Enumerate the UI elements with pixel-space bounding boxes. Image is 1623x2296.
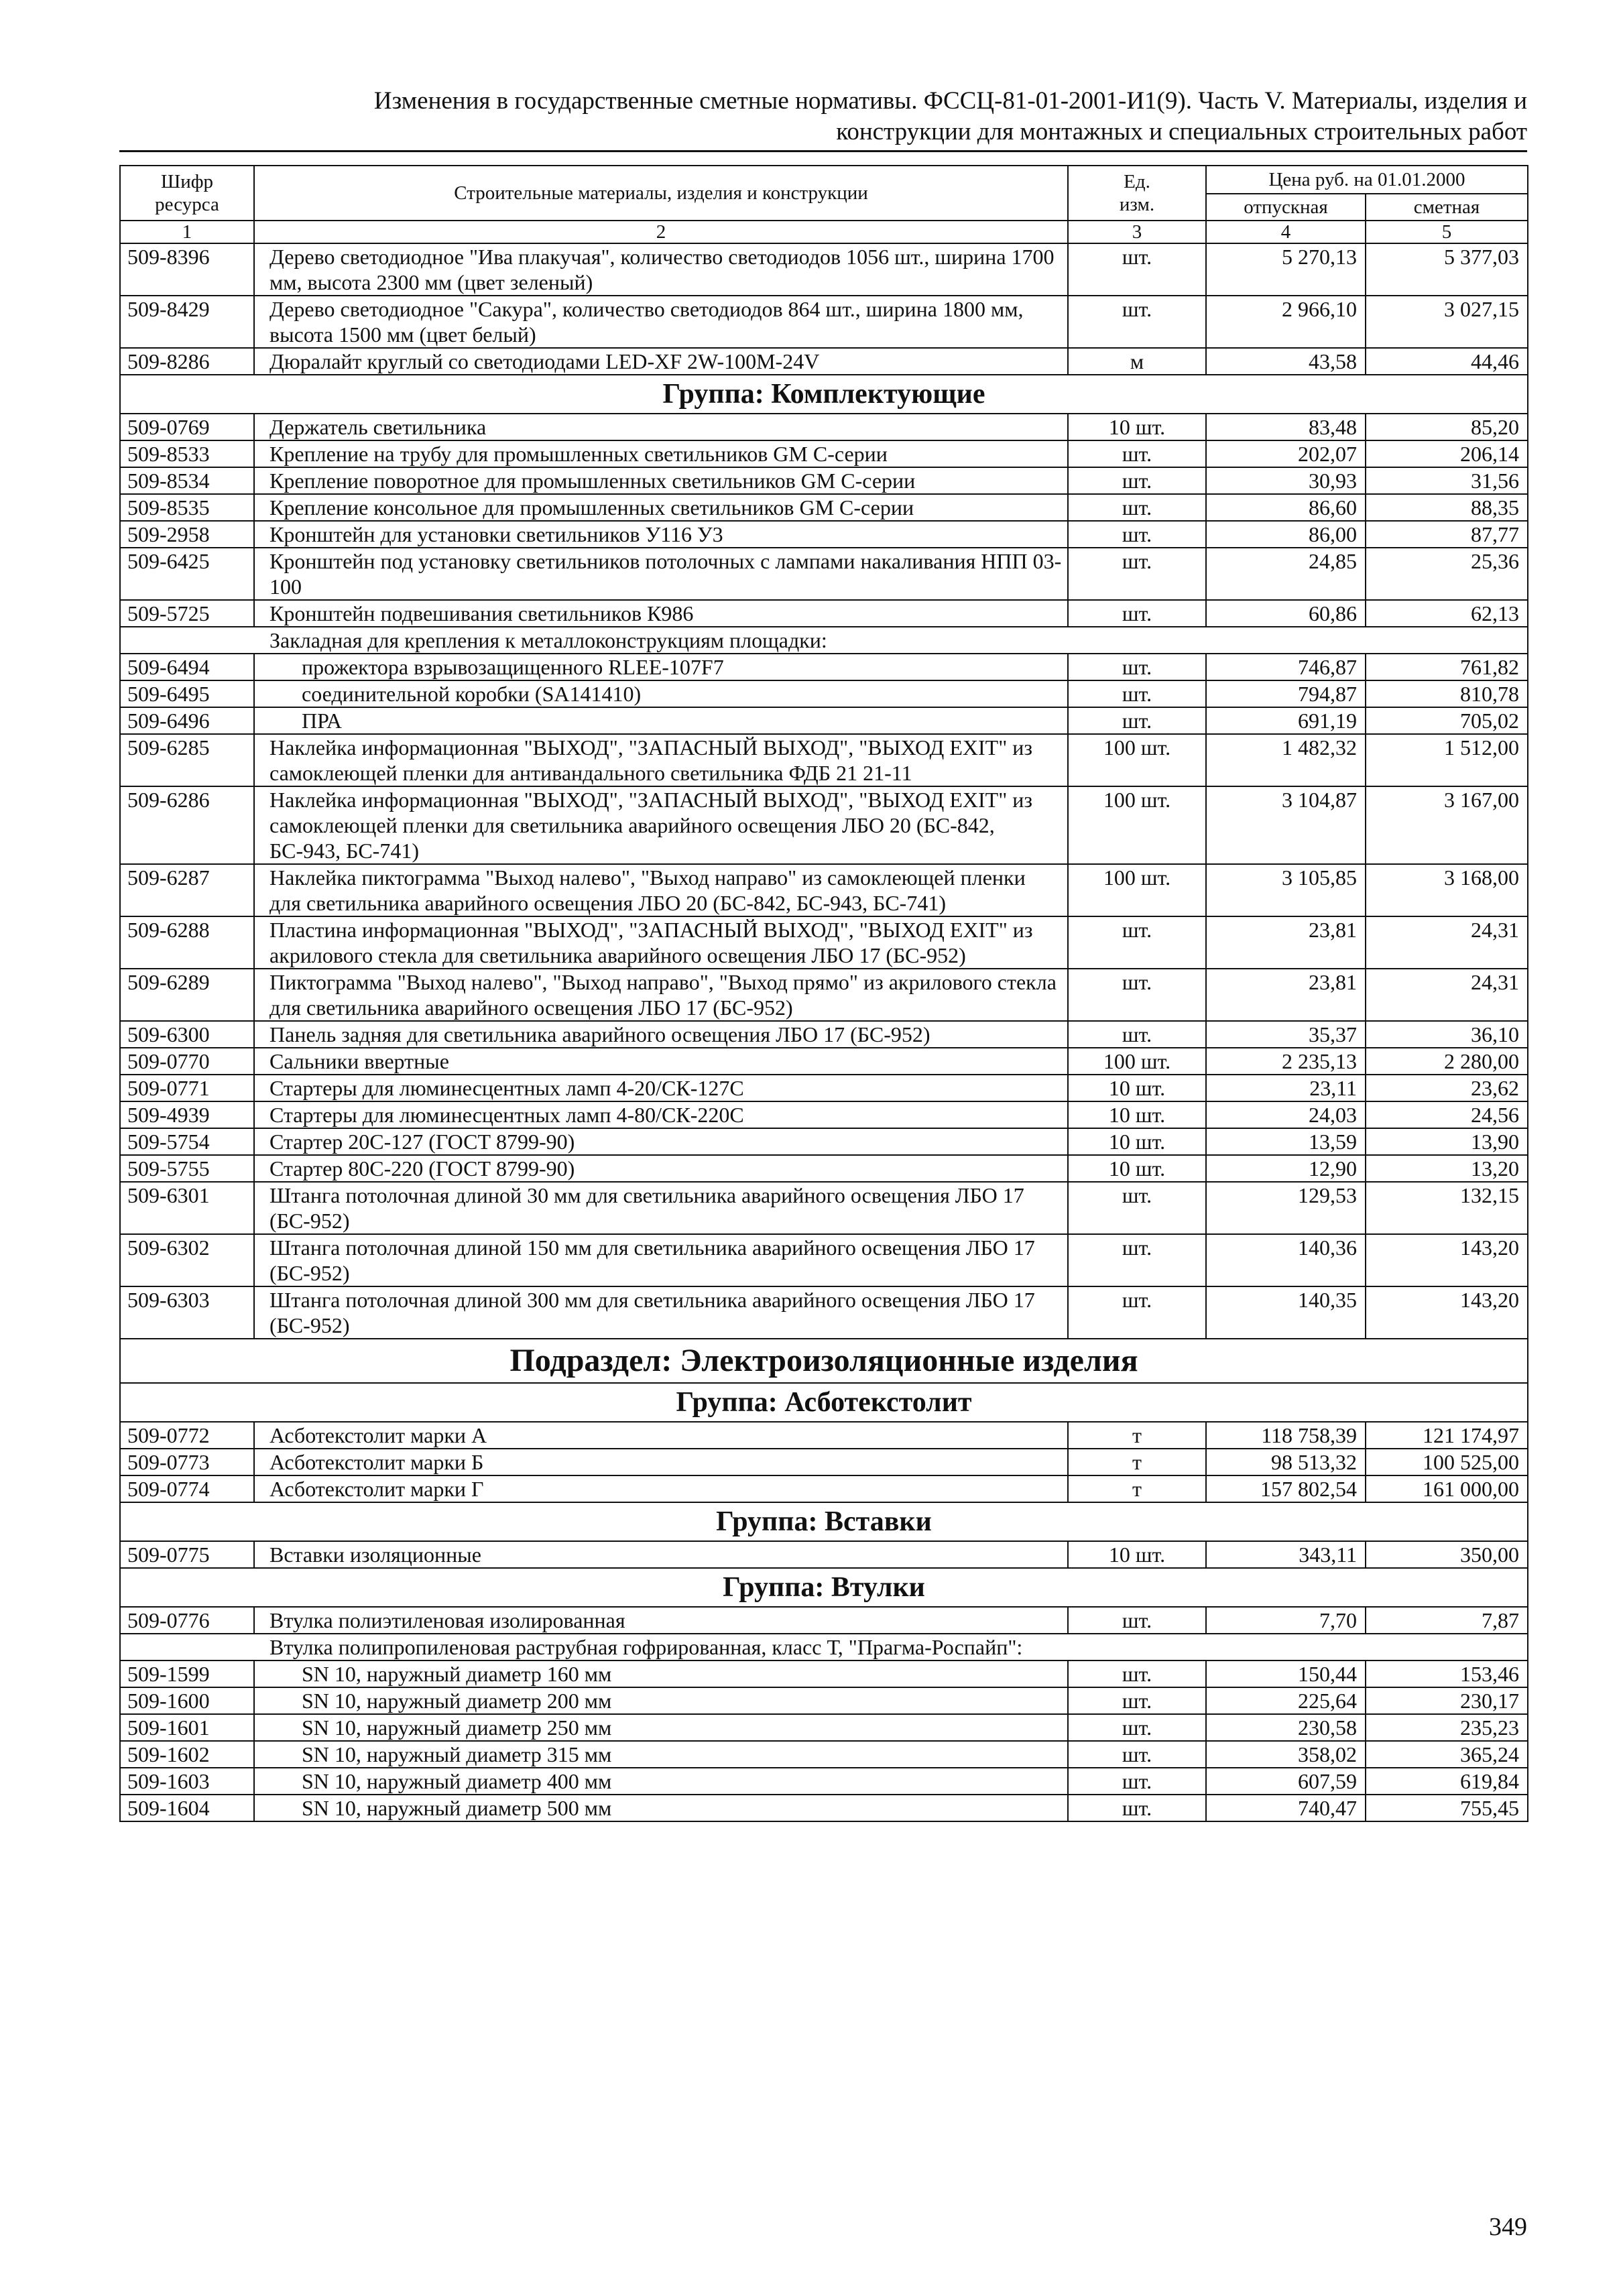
section-title: Подраздел: Электроизоляционные изделия [120, 1339, 1528, 1383]
table-row [120, 1660, 1528, 1687]
item-name: Пиктограмма "Выход налево", "Выход направо", "Выход прямо" из акрилового стекла для светильника аварийного освещения ЛБО 17 (БС-952) [254, 969, 1068, 1021]
release-price: 794,87 [1206, 680, 1366, 707]
unit-of-measure: шт. [1068, 467, 1206, 494]
resource-code: 509-8535 [120, 494, 254, 521]
table-row [120, 494, 1528, 521]
estimate-price: 87,77 [1366, 521, 1528, 548]
unit-of-measure: 100 шт. [1068, 786, 1206, 864]
header-code [120, 166, 254, 221]
table-row [120, 1475, 1528, 1502]
table-row [120, 1795, 1528, 1821]
release-price: 202,07 [1206, 440, 1366, 467]
release-price: 12,90 [1206, 1155, 1366, 1182]
section-heading-row [120, 1339, 1528, 1383]
release-price: 358,02 [1206, 1741, 1366, 1768]
item-name: Сальники ввертные [254, 1048, 1068, 1075]
table-row [120, 548, 1528, 600]
release-price: 740,47 [1206, 1795, 1366, 1821]
resource-code: 509-1600 [120, 1687, 254, 1714]
table-row [120, 1687, 1528, 1714]
item-name: Стартер 80С-220 (ГОСТ 8799-90) [254, 1155, 1068, 1182]
header-unit-line-2: изм. [1119, 194, 1155, 215]
estimate-price: 5 377,03 [1366, 243, 1528, 296]
item-name: Крепление на трубу для промышленных светильников GM C-серии [254, 440, 1068, 467]
estimate-price: 705,02 [1366, 707, 1528, 734]
table-row [120, 1048, 1528, 1075]
resource-code: 509-1603 [120, 1768, 254, 1795]
estimate-price: 161 000,00 [1366, 1475, 1528, 1502]
estimate-price: 3 027,15 [1366, 296, 1528, 348]
estimate-price: 25,36 [1366, 548, 1528, 600]
release-price: 129,53 [1206, 1182, 1366, 1234]
resource-code: 509-6288 [120, 916, 254, 969]
table-header [120, 166, 1528, 243]
unit-of-measure: шт. [1068, 1021, 1206, 1048]
release-price: 150,44 [1206, 1660, 1366, 1687]
table-row [120, 1075, 1528, 1101]
table-row [120, 734, 1528, 786]
unit-of-measure: шт. [1068, 1182, 1206, 1234]
subheading-row [120, 627, 1528, 654]
group-title: Группа: Вставки [120, 1502, 1528, 1541]
estimate-price: 121 174,97 [1366, 1422, 1528, 1449]
page-number: 349 [1489, 2213, 1527, 2241]
estimate-price: 365,24 [1366, 1741, 1528, 1768]
item-name: Наклейка информационная "ВЫХОД", "ЗАПАСНЫЙ ВЫХОД", "ВЫХОД EXIT" из самоклеющей пленки для светильника аварийного освещения ЛБО 20 (БС-842, БС-943, БС-741) [254, 786, 1068, 864]
table-row [120, 296, 1528, 348]
unit-of-measure: т [1068, 1422, 1206, 1449]
resource-code: 509-6285 [120, 734, 254, 786]
release-price: 30,93 [1206, 467, 1366, 494]
table-row [120, 1101, 1528, 1128]
release-price: 5 270,13 [1206, 243, 1366, 296]
item-name: Штанга потолочная длиной 30 мм для светильника аварийного освещения ЛБО 17 (БС-952) [254, 1182, 1068, 1234]
item-name: Стартеры для люминесцентных ламп 4-80/СК-220С [254, 1101, 1068, 1128]
estimate-price: 88,35 [1366, 494, 1528, 521]
item-name: Кронштейн под установку светильников потолочных с лампами накаливания НПП 03-100 [254, 548, 1068, 600]
unit-of-measure: шт. [1068, 1714, 1206, 1741]
unit-of-measure: шт. [1068, 548, 1206, 600]
release-price: 1 482,32 [1206, 734, 1366, 786]
resource-code: 509-1604 [120, 1795, 254, 1821]
release-price: 60,86 [1206, 600, 1366, 627]
item-name: Кронштейн подвешивания светильников К986 [254, 600, 1068, 627]
item-name: Дерево светодиодное "Сакура", количество светодиодов 864 шт., ширина 1800 мм, высота 1500 мм (цвет белый) [254, 296, 1068, 348]
unit-of-measure: шт. [1068, 494, 1206, 521]
release-price: 118 758,39 [1206, 1422, 1366, 1449]
estimate-price: 132,15 [1366, 1182, 1528, 1234]
resource-code: 509-4939 [120, 1101, 254, 1128]
resource-code: 509-0775 [120, 1541, 254, 1568]
estimate-price: 13,90 [1366, 1128, 1528, 1155]
table-row [120, 467, 1528, 494]
release-price: 607,59 [1206, 1768, 1366, 1795]
unit-of-measure: 10 шт. [1068, 1128, 1206, 1155]
header-code-line-2: ресурса [155, 194, 219, 215]
resource-code: 509-1602 [120, 1741, 254, 1768]
resource-code: 509-1599 [120, 1660, 254, 1687]
release-price: 157 802,54 [1206, 1475, 1366, 1502]
item-name: ПРА [254, 707, 1068, 734]
column-number: 2 [254, 221, 1068, 243]
release-price: 98 513,32 [1206, 1449, 1366, 1475]
release-price: 2 235,13 [1206, 1048, 1366, 1075]
release-price: 13,59 [1206, 1128, 1366, 1155]
item-name: SN 10, наружный диаметр 500 мм [254, 1795, 1068, 1821]
table-row [120, 1128, 1528, 1155]
release-price: 23,11 [1206, 1075, 1366, 1101]
estimate-price: 3 167,00 [1366, 786, 1528, 864]
item-name: прожектора взрывозащищенного RLEE-107F7 [254, 654, 1068, 680]
resource-code: 509-6300 [120, 1021, 254, 1048]
release-price: 230,58 [1206, 1714, 1366, 1741]
release-price: 343,11 [1206, 1541, 1366, 1568]
item-name: SN 10, наружный диаметр 400 мм [254, 1768, 1068, 1795]
item-name: SN 10, наружный диаметр 315 мм [254, 1741, 1068, 1768]
group-heading-row [120, 1568, 1528, 1607]
item-name: Крепление консольное для промышленных светильников GM C-серии [254, 494, 1068, 521]
unit-of-measure: шт. [1068, 243, 1206, 296]
unit-of-measure: м [1068, 348, 1206, 375]
resource-code: 509-0772 [120, 1422, 254, 1449]
group-heading-row [120, 375, 1528, 414]
table-row [120, 707, 1528, 734]
table-row [120, 600, 1528, 627]
column-number: 1 [120, 221, 254, 243]
table-row [120, 1021, 1528, 1048]
item-name: Пластина информационная "ВЫХОД", "ЗАПАСНЫЙ ВЫХОД", "ВЫХОД EXIT" из акрилового стекла для светильника аварийного освещения ЛБО 17 (БС-952) [254, 916, 1068, 969]
item-name: Дюралайт круглый со светодиодами LED-XF 2W-100M-24V [254, 348, 1068, 375]
item-name: Держатель светильника [254, 414, 1068, 440]
estimate-price: 761,82 [1366, 654, 1528, 680]
subheading-title: Втулка полипропиленовая раструбная гофрированная, класс Т, "Прагма-Роспайп": [120, 1634, 1528, 1660]
resource-code: 509-8429 [120, 296, 254, 348]
unit-of-measure: шт. [1068, 1768, 1206, 1795]
item-name: соединительной коробки (SA141410) [254, 680, 1068, 707]
group-title: Группа: Асботекстолит [120, 1383, 1528, 1422]
table-row [120, 969, 1528, 1021]
table-row [120, 1768, 1528, 1795]
item-name: Дерево светодиодное "Ива плакучая", количество светодиодов 1056 шт., ширина 1700 мм, высота 2300 мм (цвет зеленый) [254, 243, 1068, 296]
table-row [120, 680, 1528, 707]
estimate-price: 24,31 [1366, 969, 1528, 1021]
item-name: Стартер 20С-127 (ГОСТ 8799-90) [254, 1128, 1068, 1155]
group-heading-row [120, 1502, 1528, 1541]
resource-code: 509-0770 [120, 1048, 254, 1075]
resource-code: 509-8533 [120, 440, 254, 467]
unit-of-measure: шт. [1068, 440, 1206, 467]
group-heading-row [120, 1383, 1528, 1422]
unit-of-measure: шт. [1068, 1687, 1206, 1714]
estimate-price: 100 525,00 [1366, 1449, 1528, 1475]
table-row [120, 521, 1528, 548]
estimate-price: 62,13 [1366, 600, 1528, 627]
resource-code: 509-5725 [120, 600, 254, 627]
resource-code: 509-6287 [120, 864, 254, 916]
item-name: Асботекстолит марки Б [254, 1449, 1068, 1475]
column-number: 5 [1366, 221, 1528, 243]
unit-of-measure: шт. [1068, 1795, 1206, 1821]
table-row [120, 1234, 1528, 1286]
item-name: Втулка полиэтиленовая изолированная [254, 1607, 1068, 1634]
item-name: SN 10, наружный диаметр 160 мм [254, 1660, 1068, 1687]
estimate-price: 13,20 [1366, 1155, 1528, 1182]
estimate-price: 1 512,00 [1366, 734, 1528, 786]
estimate-price: 153,46 [1366, 1660, 1528, 1687]
estimate-price: 230,17 [1366, 1687, 1528, 1714]
resource-code: 509-0774 [120, 1475, 254, 1502]
unit-of-measure: шт. [1068, 1741, 1206, 1768]
release-price: 7,70 [1206, 1607, 1366, 1634]
resource-code: 509-8534 [120, 467, 254, 494]
resource-code: 509-6494 [120, 654, 254, 680]
item-name: Панель задняя для светильника аварийного освещения ЛБО 17 (БС-952) [254, 1021, 1068, 1048]
item-name: Асботекстолит марки А [254, 1422, 1068, 1449]
resource-code: 509-8286 [120, 348, 254, 375]
estimate-price: 143,20 [1366, 1234, 1528, 1286]
unit-of-measure: шт. [1068, 521, 1206, 548]
unit-of-measure: 10 шт. [1068, 1541, 1206, 1568]
release-price: 86,00 [1206, 521, 1366, 548]
unit-of-measure: 100 шт. [1068, 864, 1206, 916]
release-price: 3 105,85 [1206, 864, 1366, 916]
header-name: Строительные материалы, изделия и конструкции [254, 166, 1068, 221]
item-name: Асботекстолит марки Г [254, 1475, 1068, 1502]
table-row [120, 916, 1528, 969]
header-price-estimate: сметная [1366, 194, 1528, 221]
resource-code: 509-6286 [120, 786, 254, 864]
header-code-line-1: Шифр [160, 171, 214, 192]
resource-code: 509-1601 [120, 1714, 254, 1741]
column-numbers-row [120, 221, 1528, 243]
item-name: Крепление поворотное для промышленных светильников GM C-серии [254, 467, 1068, 494]
table-row [120, 1182, 1528, 1234]
estimate-price: 3 168,00 [1366, 864, 1528, 916]
estimate-price: 31,56 [1366, 467, 1528, 494]
unit-of-measure: 10 шт. [1068, 1075, 1206, 1101]
release-price: 3 104,87 [1206, 786, 1366, 864]
unit-of-measure: 100 шт. [1068, 734, 1206, 786]
resource-code: 509-6496 [120, 707, 254, 734]
table-row [120, 348, 1528, 375]
release-price: 140,36 [1206, 1234, 1366, 1286]
header-line-1: Изменения в государственные сметные нормативы. ФССЦ-81-01-2001-И1(9). Часть V. Материалы, изделия и [373, 87, 1527, 115]
estimate-price: 44,46 [1366, 348, 1528, 375]
estimate-price: 755,45 [1366, 1795, 1528, 1821]
header-line-2: конструкции для монтажных и специальных строительных работ [836, 118, 1527, 145]
table-row [120, 1714, 1528, 1741]
estimate-price: 235,23 [1366, 1714, 1528, 1741]
release-price: 140,35 [1206, 1286, 1366, 1339]
header-rule [119, 150, 1527, 152]
estimate-price: 7,87 [1366, 1607, 1528, 1634]
unit-of-measure: шт. [1068, 1660, 1206, 1687]
unit-of-measure: шт. [1068, 1286, 1206, 1339]
resource-code: 509-0769 [120, 414, 254, 440]
release-price: 23,81 [1206, 916, 1366, 969]
release-price: 83,48 [1206, 414, 1366, 440]
table-row [120, 1449, 1528, 1475]
resource-code: 509-5754 [120, 1128, 254, 1155]
release-price: 23,81 [1206, 969, 1366, 1021]
subheading-row [120, 1634, 1528, 1660]
resource-code: 509-6301 [120, 1182, 254, 1234]
unit-of-measure: шт. [1068, 916, 1206, 969]
release-price: 24,85 [1206, 548, 1366, 600]
unit-of-measure: 10 шт. [1068, 1101, 1206, 1128]
release-price: 86,60 [1206, 494, 1366, 521]
unit-of-measure: шт. [1068, 296, 1206, 348]
release-price: 225,64 [1206, 1687, 1366, 1714]
unit-of-measure: т [1068, 1475, 1206, 1502]
group-title: Группа: Комплектующие [120, 375, 1528, 414]
release-price: 24,03 [1206, 1101, 1366, 1128]
estimate-price: 2 280,00 [1366, 1048, 1528, 1075]
table-row [120, 414, 1528, 440]
column-number: 3 [1068, 221, 1206, 243]
column-number: 4 [1206, 221, 1366, 243]
resource-code: 509-6302 [120, 1234, 254, 1286]
unit-of-measure: т [1068, 1449, 1206, 1475]
resource-code: 509-2958 [120, 521, 254, 548]
resource-code: 509-0776 [120, 1607, 254, 1634]
item-name: Наклейка пиктограмма "Выход налево", "Выход направо" из самоклеющей пленки для светильника аварийного освещения ЛБО 20 (БС-842, БС-943, БС-741) [254, 864, 1068, 916]
table-row [120, 1541, 1528, 1568]
item-name: Наклейка информационная "ВЫХОД", "ЗАПАСНЫЙ ВЫХОД", "ВЫХОД EXIT" из самоклеющей пленки для антивандального светильника ФДБ 21 21-11 [254, 734, 1068, 786]
item-name: SN 10, наружный диаметр 200 мм [254, 1687, 1068, 1714]
unit-of-measure: шт. [1068, 969, 1206, 1021]
release-price: 43,58 [1206, 348, 1366, 375]
item-name: Штанга потолочная длиной 300 мм для светильника аварийного освещения ЛБО 17 (БС-952) [254, 1286, 1068, 1339]
table-row [120, 1422, 1528, 1449]
release-price: 691,19 [1206, 707, 1366, 734]
resource-code: 509-0771 [120, 1075, 254, 1101]
table-body [120, 243, 1528, 1821]
item-name: Штанга потолочная длиной 150 мм для светильника аварийного освещения ЛБО 17 (БС-952) [254, 1234, 1068, 1286]
release-price: 2 966,10 [1206, 296, 1366, 348]
unit-of-measure: 10 шт. [1068, 414, 1206, 440]
header-price: Цена руб. на 01.01.2000 [1206, 166, 1528, 194]
release-price: 35,37 [1206, 1021, 1366, 1048]
subheading-title: Закладная для крепления к металлоконструкциям площадки: [120, 627, 1528, 654]
table-row [120, 440, 1528, 467]
estimate-price: 36,10 [1366, 1021, 1528, 1048]
unit-of-measure: шт. [1068, 1234, 1206, 1286]
estimate-price: 206,14 [1366, 440, 1528, 467]
item-name: Вставки изоляционные [254, 1541, 1068, 1568]
header-unit [1068, 166, 1206, 221]
estimate-price: 85,20 [1366, 414, 1528, 440]
estimate-price: 619,84 [1366, 1768, 1528, 1795]
resource-code: 509-0773 [120, 1449, 254, 1475]
header-unit-line-1: Ед. [1124, 171, 1150, 192]
page-header [119, 86, 1527, 147]
estimate-price: 24,31 [1366, 916, 1528, 969]
resource-code: 509-6425 [120, 548, 254, 600]
estimate-price: 143,20 [1366, 1286, 1528, 1339]
resource-code: 509-5755 [120, 1155, 254, 1182]
unit-of-measure: шт. [1068, 707, 1206, 734]
unit-of-measure: шт. [1068, 680, 1206, 707]
unit-of-measure: 10 шт. [1068, 1155, 1206, 1182]
estimate-price: 810,78 [1366, 680, 1528, 707]
item-name: SN 10, наружный диаметр 250 мм [254, 1714, 1068, 1741]
group-title: Группа: Втулки [120, 1568, 1528, 1607]
item-name: Стартеры для люминесцентных ламп 4-20/СК-127С [254, 1075, 1068, 1101]
table-row [120, 786, 1528, 864]
release-price: 746,87 [1206, 654, 1366, 680]
table-row [120, 1741, 1528, 1768]
price-table [119, 165, 1528, 1822]
resource-code: 509-6495 [120, 680, 254, 707]
table-row [120, 1607, 1528, 1634]
unit-of-measure: шт. [1068, 600, 1206, 627]
unit-of-measure: шт. [1068, 1607, 1206, 1634]
table-row [120, 1155, 1528, 1182]
estimate-price: 350,00 [1366, 1541, 1528, 1568]
resource-code: 509-6289 [120, 969, 254, 1021]
table-row [120, 654, 1528, 680]
resource-code: 509-6303 [120, 1286, 254, 1339]
table-row [120, 864, 1528, 916]
header-price-release: отпускная [1206, 194, 1366, 221]
estimate-price: 24,56 [1366, 1101, 1528, 1128]
estimate-price: 23,62 [1366, 1075, 1528, 1101]
unit-of-measure: шт. [1068, 654, 1206, 680]
table-row [120, 1286, 1528, 1339]
item-name: Кронштейн для установки светильников У116 У3 [254, 521, 1068, 548]
resource-code: 509-8396 [120, 243, 254, 296]
unit-of-measure: 100 шт. [1068, 1048, 1206, 1075]
table-row [120, 243, 1528, 296]
